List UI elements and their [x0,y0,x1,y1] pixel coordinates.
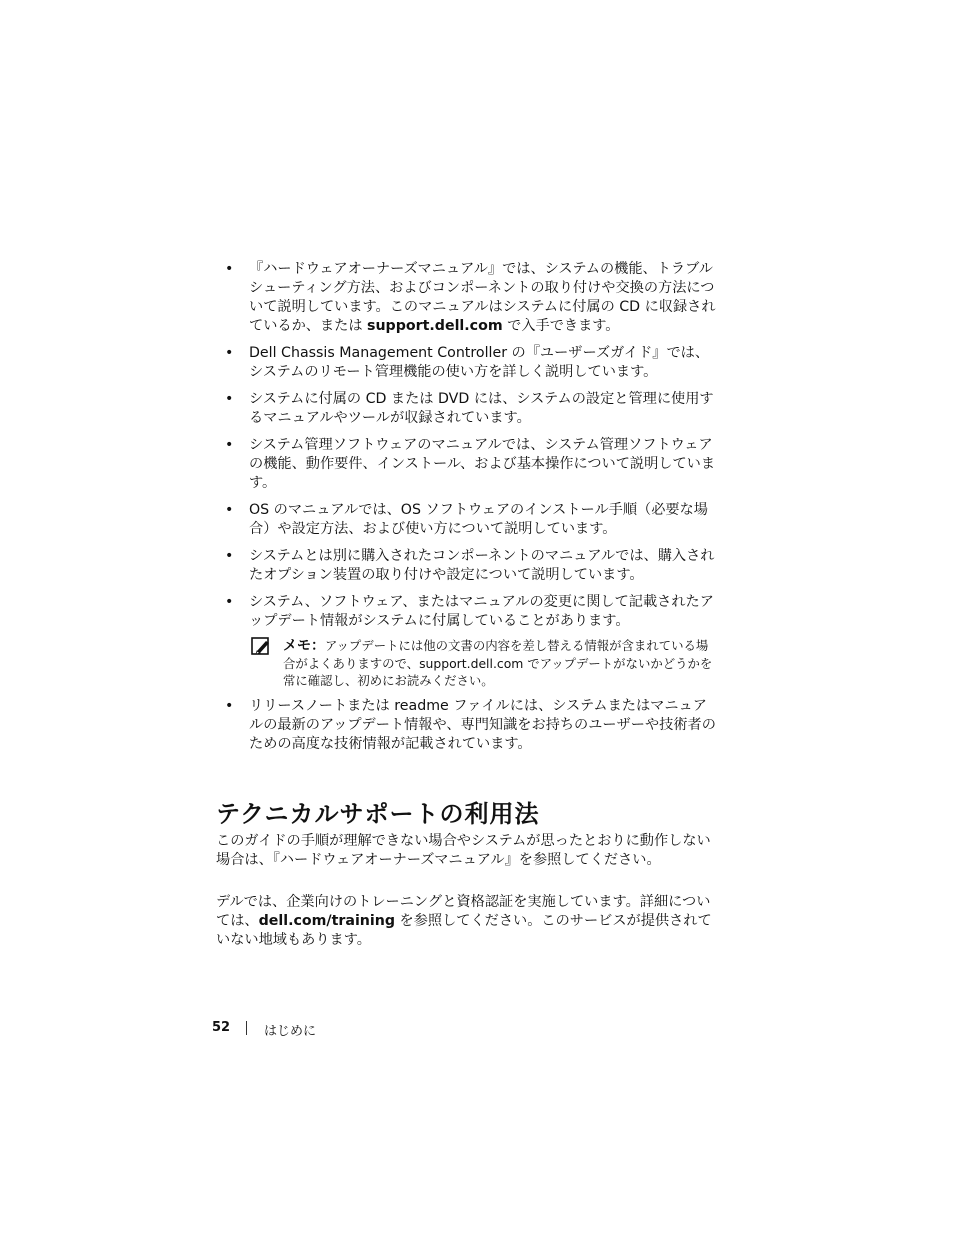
manual-list [221,260,716,762]
list-item [221,436,716,493]
list-item [221,260,716,336]
bullet-icon: • [225,345,234,361]
note-text: アップデートには他の文書の内容を差し替える情報が含まれている場合がよくありますので、 [283,638,709,671]
list-item-text: Dell Chassis Management Controller の『ユーザーズガイド』では、システムのリモート管理機能の使い方を詳しく説明しています。 [249,345,710,380]
list-item-text: 『ハードウェアオーナーズマニュアル』では、システムの機能、トラブルシューティング方法、およびコンポーネントの取り付けや交換の方法について説明しています。このマニュアルはシステムに付属の CD に収録されているか、または [249,261,716,334]
paragraph: このガイドの手順が理解できない場合やシステムが思ったとおりに動作しない場合は、『ハードウェアオーナーズマニュアル』を参照してください。 [216,833,711,868]
list-item [221,697,716,754]
bullet-icon: • [225,698,234,714]
paragraph-text: を参照してください。このサービスが提供されていない地域もあります。 [216,913,712,948]
list-item [221,344,716,382]
note-text: でアップデートがないかどうかを常に確認し、初めにお読みください。 [283,656,713,688]
footer-section-title: はじめに [264,1024,317,1039]
list-item-text: リリースノートまたは readme ファイルには、システムまたはマニュアルの最新のアップデート情報や、専門知識をお持ちのユーザーや技術者のための高度な技術情報が記載されています。 [249,698,716,752]
list-item-text: で入手できます。 [502,318,620,334]
bullet-icon: • [225,391,234,407]
paragraph [216,893,716,950]
list-item-text: システムに付属の CD または DVD には、システムの設定と管理に使用するマニュアルやツールが収録されています。 [249,391,714,426]
bullet-icon: • [225,594,234,610]
list-item-text: システム管理ソフトウェアのマニュアルでは、システム管理ソフトウェアの機能、動作要件、インストール、および基本操作について説明しています。 [249,437,716,491]
list-item [221,390,716,428]
bullet-icon: • [225,261,234,277]
support-link[interactable]: support.dell.com [367,318,503,334]
list-item-text: OS のマニュアルでは、OS ソフトウェアのインストール手順（必要な場合）や設定方法、および使い方について説明しています。 [249,502,708,537]
list-item-text: システム、ソフトウェア、またはマニュアルの変更に関して記載されたアップデート情報がシステムに付属していることがあります。 [249,594,714,629]
footer-divider [246,1021,247,1035]
paragraph-text: デルでは、企業向けのトレーニングと資格認証を実施しています。詳細については、 [216,894,711,929]
note-pencil-icon [251,637,271,657]
list-item-text: システムとは別に購入されたコンポーネントのマニュアルでは、購入されたオプション装置の取り付けや設定について説明しています。 [249,548,715,583]
list-item [221,501,716,539]
bullet-icon: • [225,548,234,564]
bullet-icon: • [225,437,234,453]
list-item [221,593,716,631]
page-number: 52 [212,1020,231,1035]
section-heading: テクニカルサポートの利用法 [216,800,540,828]
note-title: メモ： [283,638,325,654]
list-item [221,547,716,585]
training-link[interactable]: dell.com/training [258,913,396,929]
note-link[interactable]: support.dell.com [419,656,524,671]
note-box [221,637,716,689]
bullet-icon: • [225,502,234,518]
